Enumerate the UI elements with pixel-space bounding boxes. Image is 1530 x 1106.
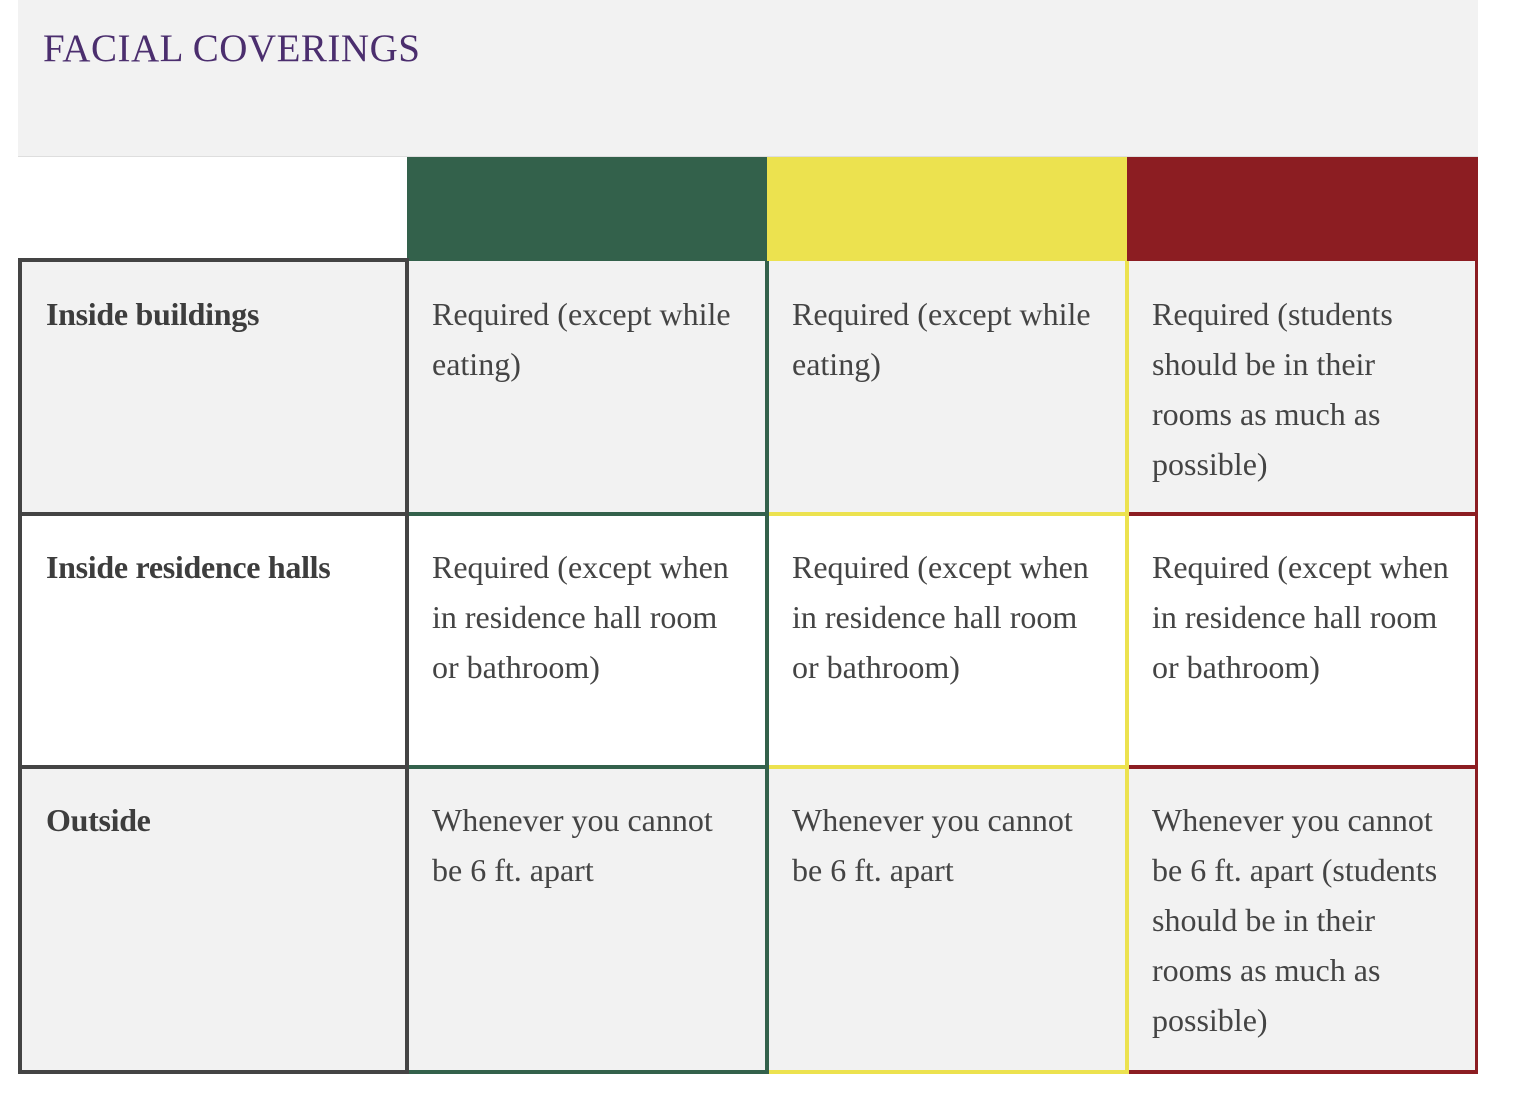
column-header-yellow bbox=[767, 157, 1127, 261]
label-border-top bbox=[18, 258, 409, 262]
label-border-row1 bbox=[18, 512, 409, 516]
row-label-inside-residence-halls: Inside residence halls bbox=[20, 514, 407, 767]
header-panel bbox=[18, 0, 1478, 157]
red-border-bottom bbox=[1129, 1070, 1478, 1074]
label-border-right bbox=[405, 258, 409, 1074]
table-cell: Whenever you cannot be 6 ft. apart bbox=[407, 767, 767, 1072]
yellow-border-row1 bbox=[769, 512, 1127, 516]
table-cell: Required (except when in residence hall room or bathroom) bbox=[407, 514, 767, 767]
table-cell: Whenever you cannot be 6 ft. apart (students should be in their rooms as much as possible) bbox=[1127, 767, 1478, 1072]
column-header-green bbox=[407, 157, 767, 261]
table-cell: Whenever you cannot be 6 ft. apart bbox=[767, 767, 1127, 1072]
row-label-outside: Outside bbox=[20, 767, 407, 1072]
table-cell: Required (except when in residence hall room or bathroom) bbox=[1127, 514, 1478, 767]
label-border-row2 bbox=[18, 765, 409, 769]
yellow-border-bottom bbox=[769, 1070, 1127, 1074]
green-border-right bbox=[765, 261, 769, 1074]
yellow-border-right bbox=[1125, 261, 1129, 1074]
column-header-red bbox=[1127, 157, 1478, 261]
red-border-row2 bbox=[1129, 765, 1478, 769]
row-label-inside-buildings: Inside buildings bbox=[20, 261, 407, 514]
page-title: FACIAL COVERINGS bbox=[43, 27, 421, 70]
green-border-row1 bbox=[409, 512, 767, 516]
label-border-bottom bbox=[18, 1070, 409, 1074]
table-cell: Required (except while eating) bbox=[767, 261, 1127, 514]
green-border-row2 bbox=[409, 765, 767, 769]
label-border-left bbox=[18, 258, 22, 1074]
green-border-bottom bbox=[409, 1070, 767, 1074]
red-border-right bbox=[1475, 261, 1478, 1074]
table-cell: Required (except when in residence hall room or bathroom) bbox=[767, 514, 1127, 767]
table-cell: Required (except while eating) bbox=[407, 261, 767, 514]
table-cell: Required (students should be in their rooms as much as possible) bbox=[1127, 261, 1478, 514]
red-border-row1 bbox=[1129, 512, 1478, 516]
yellow-border-row2 bbox=[769, 765, 1127, 769]
